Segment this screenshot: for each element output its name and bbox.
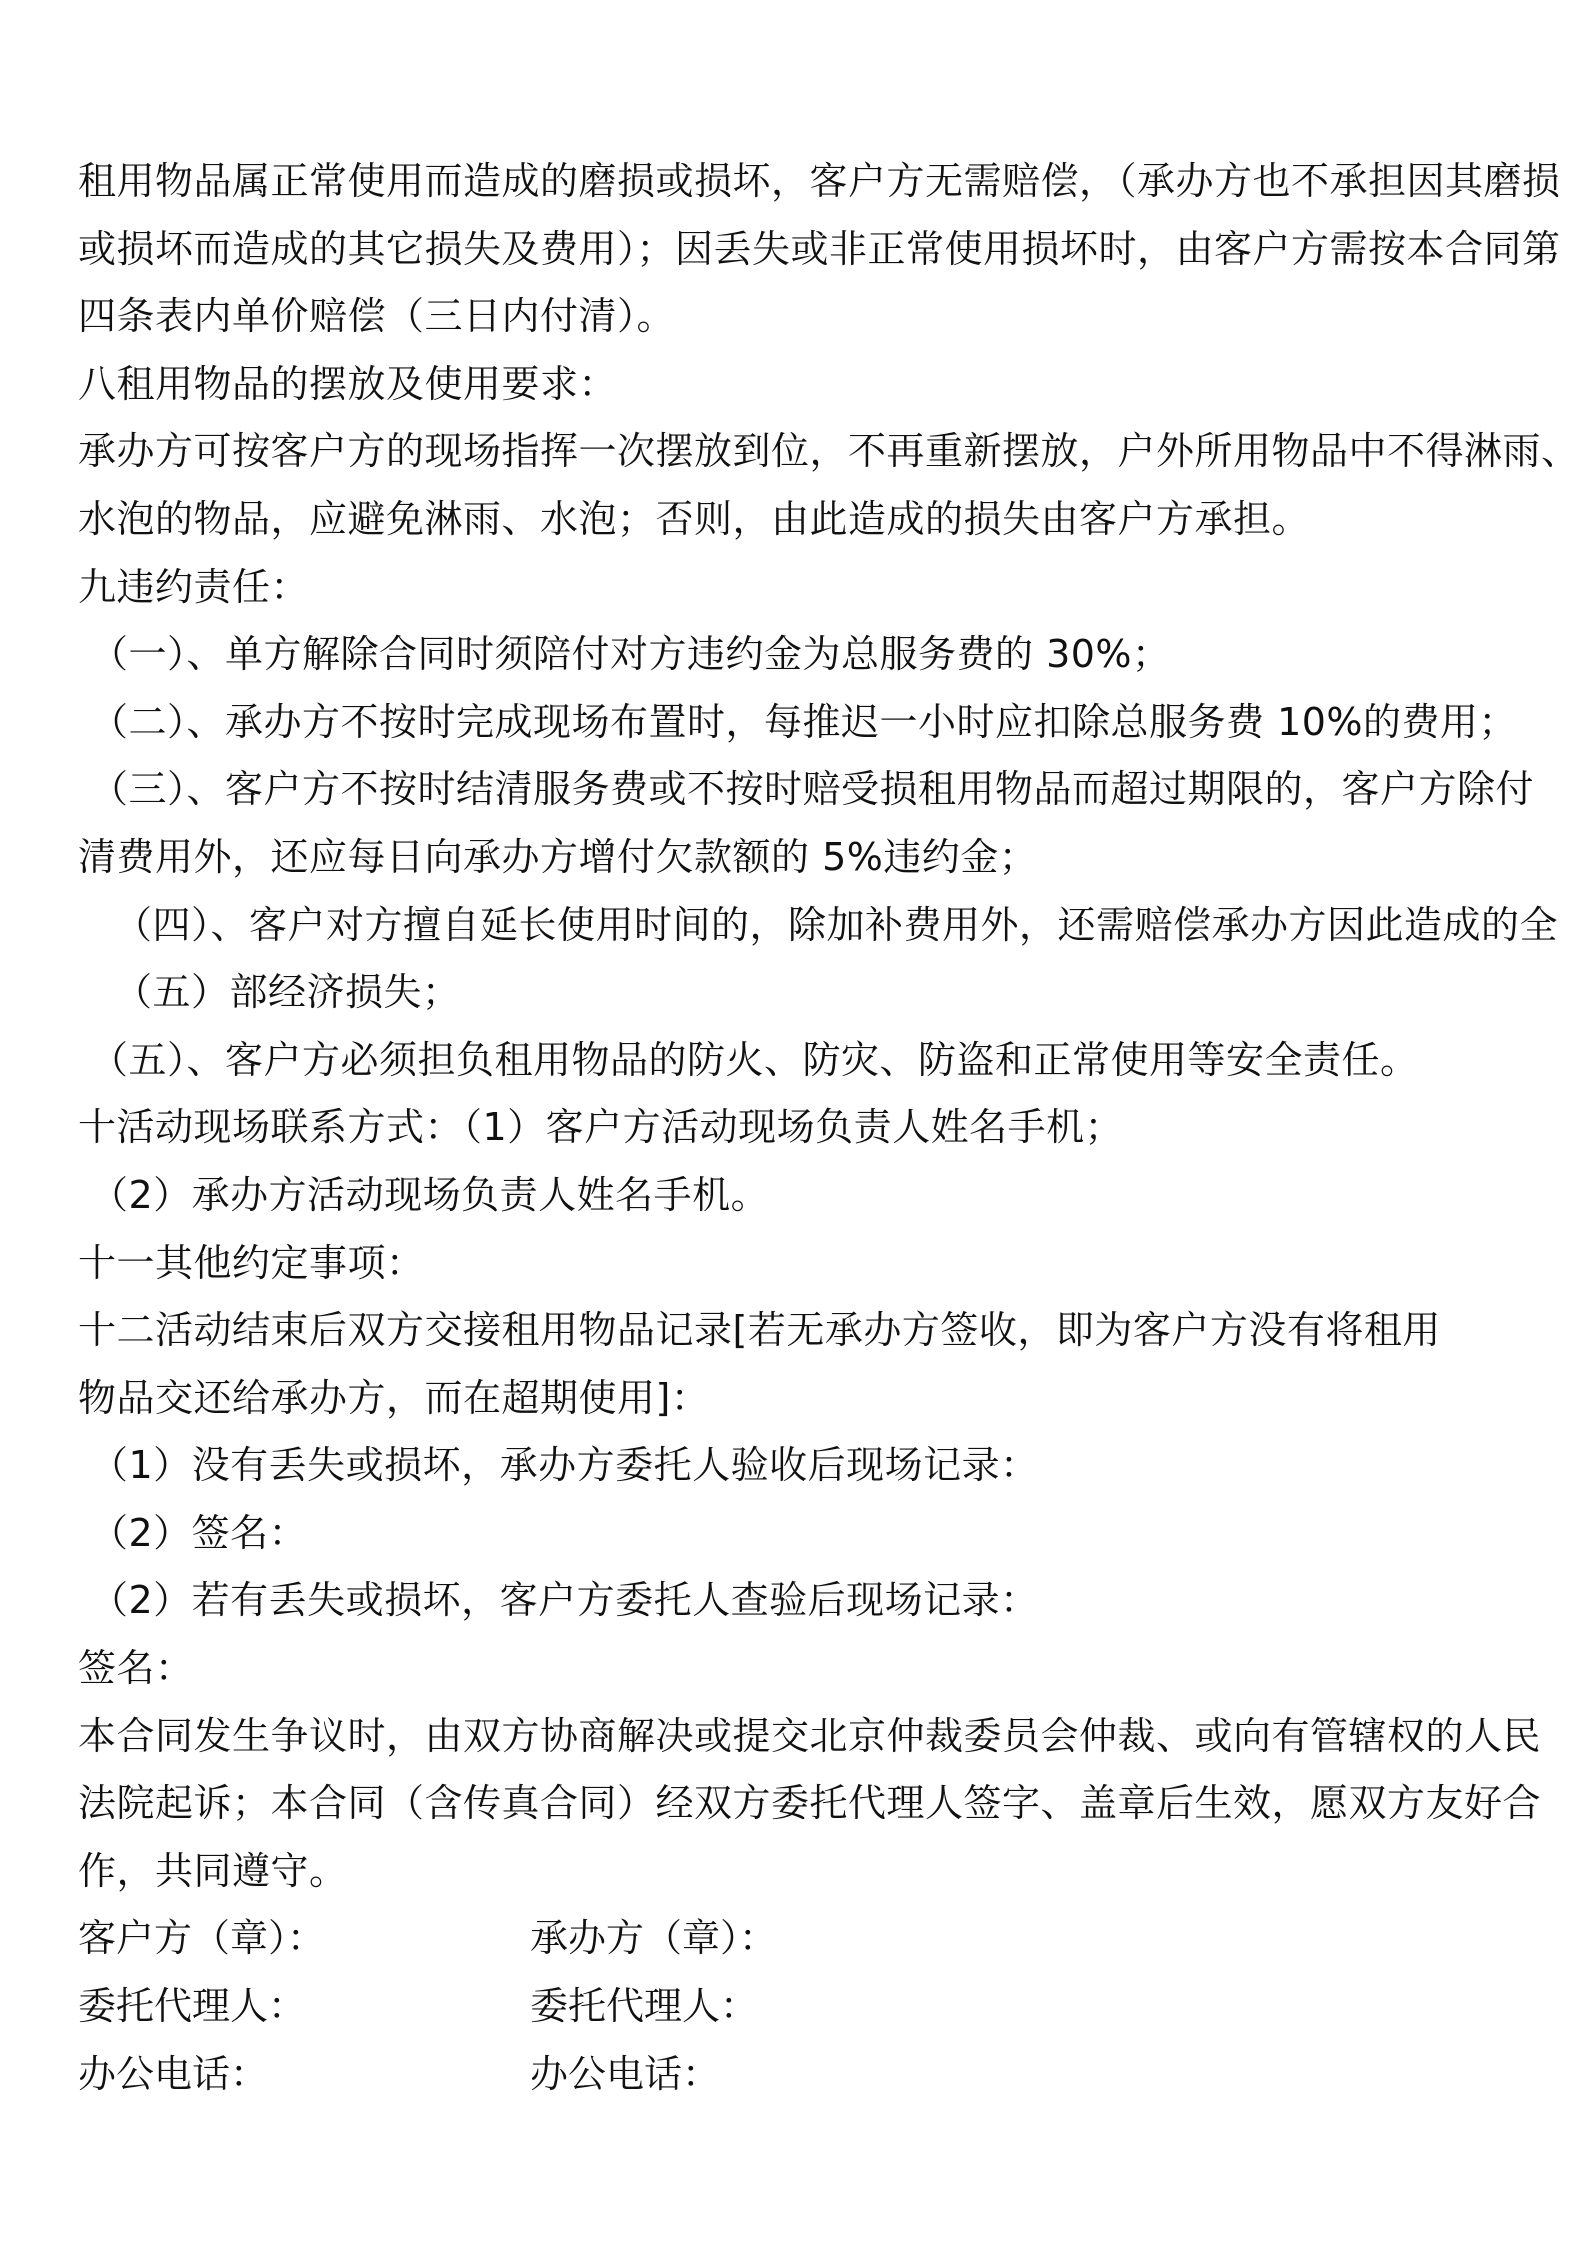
contract-line: 作，共同遵守。	[78, 1848, 348, 1893]
contractor-signature-label: 委托代理人：	[530, 1984, 759, 2029]
signature-row	[78, 2041, 1518, 2109]
signature-row	[78, 1905, 1518, 1973]
contract-line: （四）、客户对方擅自延长使用时间的，除加补费用外，还需赔偿承办方因此造成的全	[114, 902, 1559, 947]
signature-block	[78, 1905, 1518, 2108]
contract-line: （2）承办方活动现场负责人姓名手机。	[90, 1172, 770, 1217]
contract-line: 水泡的物品，应避免淋雨、水泡；否则，由此造成的损失由客户方承担。	[78, 496, 1311, 541]
signature-row	[78, 1973, 1518, 2041]
customer-signature-label: 办公电话：	[78, 2051, 269, 2096]
contract-line: 签名：	[78, 1646, 194, 1691]
contract-line: 十一其他约定事项：	[78, 1240, 425, 1285]
contract-line: 十活动现场联系方式：（1）客户方活动现场负责人姓名手机；	[78, 1105, 1124, 1150]
contractor-signature-label: 办公电话：	[530, 2051, 721, 2096]
contract-line: 十二活动结束后双方交接租用物品记录[若无承办方签收，即为客户方没有将租用	[78, 1308, 1441, 1353]
contract-line: （2）若有丢失或损坏，客户方委托人查验后现场记录：	[90, 1578, 1039, 1623]
contract-line: 四条表内单价赔偿（三日内付清）。	[78, 294, 676, 339]
contract-line: （三）、客户方不按时结清服务费或不按时赔受损租用物品而超过期限的，客户方除付	[90, 767, 1535, 812]
contractor-signature-label: 承办方（章）：	[530, 1916, 778, 1961]
contract-line: （1）没有丢失或损坏，承办方委托人验收后现场记录：	[90, 1443, 1039, 1488]
contract-line: （二）、承办方不按时完成现场布置时，每推迟一小时应扣除总服务费 10%的费用；	[90, 699, 1518, 744]
contract-body	[78, 148, 1580, 1905]
contract-line: 清费用外，还应每日向承办方增付欠款额的 5%违约金；	[78, 834, 1038, 879]
contract-line: （五）、客户方必须担负租用物品的防火、防灾、防盗和正常使用等安全责任。	[90, 1037, 1419, 1082]
contract-line: 承办方可按客户方的现场指挥一次摆放到位，不再重新摆放，户外所用物品中不得淋雨、	[78, 429, 1580, 474]
contract-line: 或损坏而造成的其它损失及费用）；因丢失或非正常使用损坏时，由客户方需按本合同第	[78, 226, 1561, 271]
contract-line: 租用物品属正常使用而造成的磨损或损坏，客户方无需赔偿，（承办方也不承担因其磨损	[78, 159, 1561, 203]
contract-line: 九违约责任：	[78, 564, 310, 609]
contract-line: 八租用物品的摆放及使用要求：	[78, 361, 618, 406]
contract-line: 法院起诉；本合同（含传真合同）经双方委托代理人签字、盖章后生效，愿双方友好合	[78, 1781, 1542, 1826]
contract-line: 本合同发生争议时，由双方协商解决或提交北京仲裁委员会仲裁、或向有管辖权的人民	[78, 1713, 1542, 1758]
contract-line: 物品交还给承办方，而在超期使用]：	[78, 1375, 710, 1420]
customer-signature-label: 客户方（章）：	[78, 1916, 326, 1961]
contract-line: （五）部经济损失；	[114, 970, 461, 1015]
contract-page	[78, 148, 1580, 2108]
contract-line: （一）、单方解除合同时须陪付对方违约金为总服务费的 30%；	[90, 632, 1171, 677]
customer-signature-label: 委托代理人：	[78, 1984, 307, 2029]
contract-line: （2）签名：	[90, 1510, 308, 1555]
